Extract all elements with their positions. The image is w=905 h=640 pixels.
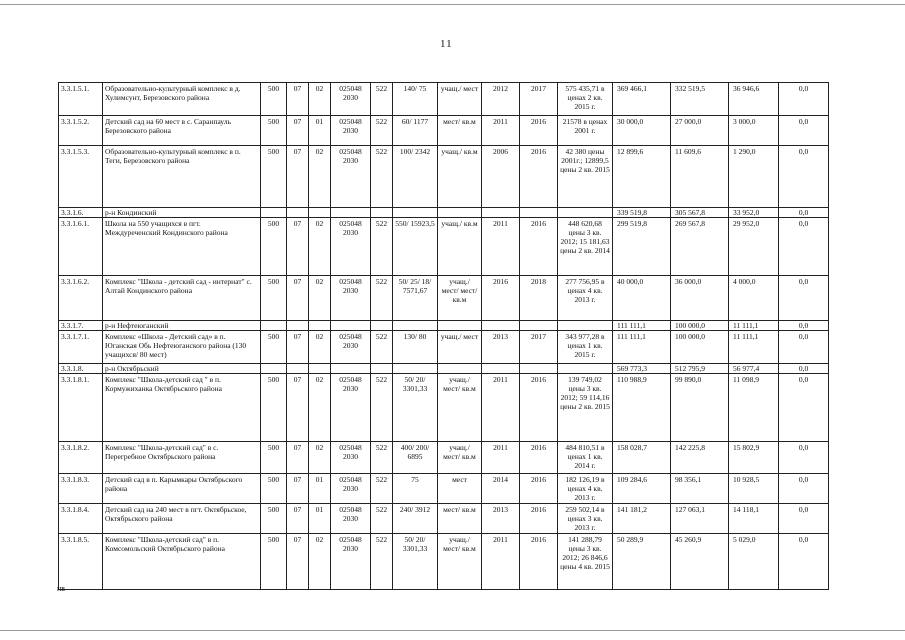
code-2-cell: 07: [287, 534, 309, 590]
row-id-cell: 3.3.1.8.3.: [59, 474, 103, 504]
table-row: [59, 218, 829, 276]
code-3-cell: 02: [309, 534, 331, 590]
row-id-cell: 3.3.1.8.2.: [59, 442, 103, 474]
footer-mark: нв: [57, 584, 66, 593]
row-id-cell: 3.3.1.8.1.: [59, 374, 103, 442]
scan-edge-top: [0, 4, 905, 5]
unit-cell: учащ./ мест/ мест/ кв.м: [438, 276, 482, 321]
amount-other-cell: 0,0: [779, 276, 829, 321]
capacity-cell: 50/ 25/ 18/ 7571,67: [393, 276, 438, 321]
estimate-cost-cell: 448 620,68 цены 3 кв. 2012; 15 181,63 цены 2 кв. 2014: [558, 218, 613, 276]
year-start-cell: 2011: [482, 534, 520, 590]
object-name-cell: Комплекс "Школа-детский сад" в п. Комсомольский Октябрьского района: [103, 534, 261, 590]
code-3-cell: 02: [309, 331, 331, 364]
code-3-cell: 02: [309, 442, 331, 474]
code-1-cell: 500: [261, 474, 287, 504]
amount-local-cell: 3 000,0: [729, 116, 779, 146]
amount-region-cell: 512 795,9: [671, 364, 729, 374]
code-1-cell: 500: [261, 116, 287, 146]
amount-other-cell: 0,0: [779, 331, 829, 364]
code-2-cell: [287, 364, 309, 374]
amount-other-cell: 0,0: [779, 83, 829, 116]
amount-total-cell: 569 773,3: [613, 364, 671, 374]
code-3-cell: 02: [309, 218, 331, 276]
amount-local-cell: 10 928,5: [729, 474, 779, 504]
row-id-cell: 3.3.1.8.: [59, 364, 103, 374]
row-id-cell: 3.3.1.7.: [59, 321, 103, 331]
unit-cell: учащ./ мест: [438, 331, 482, 364]
object-name-cell: р-н Октябрьский: [103, 364, 261, 374]
year-start-cell: 2006: [482, 146, 520, 208]
row-id-cell: 3.3.1.5.2.: [59, 116, 103, 146]
amount-region-cell: 11 609,6: [671, 146, 729, 208]
code-type-cell: 522: [371, 474, 393, 504]
year-start-cell: [482, 321, 520, 331]
code-1-cell: 500: [261, 442, 287, 474]
estimate-cost-cell: 277 756,95 в ценах 4 кв. 2013 г.: [558, 276, 613, 321]
code-1-cell: 500: [261, 276, 287, 321]
code-target-cell: [331, 364, 371, 374]
code-type-cell: 522: [371, 534, 393, 590]
code-2-cell: [287, 321, 309, 331]
table-row: [59, 83, 829, 116]
code-type-cell: 522: [371, 146, 393, 208]
amount-other-cell: 0,0: [779, 364, 829, 374]
year-end-cell: [520, 208, 558, 218]
code-1-cell: 500: [261, 218, 287, 276]
code-1-cell: 500: [261, 374, 287, 442]
object-name-cell: Комплекс "Школа-детский сад " в п. Кормужиханка Октябрьского района: [103, 374, 261, 442]
capacity-cell: 75: [393, 474, 438, 504]
table-row: [59, 116, 829, 146]
table-row: [59, 364, 829, 374]
code-type-cell: 522: [371, 218, 393, 276]
unit-cell: учащ./ мест/ кв.м: [438, 534, 482, 590]
row-id-cell: 3.3.1.8.5.: [59, 534, 103, 590]
table-row: [59, 146, 829, 208]
year-end-cell: 2016: [520, 474, 558, 504]
code-2-cell: 07: [287, 474, 309, 504]
page-number: 11: [440, 38, 453, 50]
amount-local-cell: 56 977,4: [729, 364, 779, 374]
unit-cell: [438, 364, 482, 374]
code-target-cell: 025048 2030: [331, 83, 371, 116]
year-end-cell: 2016: [520, 534, 558, 590]
code-2-cell: 07: [287, 116, 309, 146]
code-target-cell: [331, 208, 371, 218]
row-id-cell: 3.3.1.5.3.: [59, 146, 103, 208]
code-2-cell: 07: [287, 146, 309, 208]
amount-total-cell: 111 111,1: [613, 321, 671, 331]
code-1-cell: [261, 364, 287, 374]
amount-region-cell: 305 567,8: [671, 208, 729, 218]
unit-cell: учащ./ мест/ кв.м: [438, 374, 482, 442]
code-2-cell: 07: [287, 218, 309, 276]
unit-cell: учащ./ кв.м: [438, 218, 482, 276]
capacity-cell: 50/ 20/ 3301,33: [393, 374, 438, 442]
year-end-cell: [520, 364, 558, 374]
capacity-cell: [393, 208, 438, 218]
code-2-cell: 07: [287, 276, 309, 321]
code-target-cell: 025048 2030: [331, 374, 371, 442]
row-id-cell: 3.3.1.7.1.: [59, 331, 103, 364]
estimate-cost-cell: 141 288,79 цены 3 кв. 2012; 26 846,6 цены 4 кв. 2015: [558, 534, 613, 590]
estimate-cost-cell: [558, 364, 613, 374]
budget-table: [58, 82, 829, 590]
estimate-cost-cell: 575 435,71 в ценах 2 кв. 2015 г.: [558, 83, 613, 116]
capacity-cell: 140/ 75: [393, 83, 438, 116]
amount-total-cell: 339 519,8: [613, 208, 671, 218]
estimate-cost-cell: 21578 в ценах 2001 г.: [558, 116, 613, 146]
code-target-cell: 025048 2030: [331, 474, 371, 504]
amount-other-cell: 0,0: [779, 208, 829, 218]
code-target-cell: 025048 2030: [331, 116, 371, 146]
code-type-cell: 522: [371, 116, 393, 146]
code-target-cell: 025048 2030: [331, 218, 371, 276]
amount-local-cell: 11 111,1: [729, 331, 779, 364]
year-start-cell: 2016: [482, 276, 520, 321]
amount-other-cell: 0,0: [779, 146, 829, 208]
year-start-cell: 2013: [482, 504, 520, 534]
unit-cell: [438, 321, 482, 331]
amount-total-cell: 111 111,1: [613, 331, 671, 364]
capacity-cell: [393, 364, 438, 374]
code-2-cell: 07: [287, 504, 309, 534]
amount-region-cell: 142 225,8: [671, 442, 729, 474]
unit-cell: учащ./ мест/ кв.м: [438, 442, 482, 474]
code-3-cell: 02: [309, 276, 331, 321]
code-type-cell: 522: [371, 83, 393, 116]
row-id-cell: 3.3.1.6.: [59, 208, 103, 218]
code-type-cell: 522: [371, 504, 393, 534]
code-2-cell: [287, 208, 309, 218]
object-name-cell: Образовательно-культурный комплекс в п. Теги, Березовского района: [103, 146, 261, 208]
row-id-cell: 3.3.1.8.4.: [59, 504, 103, 534]
code-1-cell: 500: [261, 146, 287, 208]
year-end-cell: 2017: [520, 83, 558, 116]
amount-other-cell: 0,0: [779, 474, 829, 504]
year-start-cell: 2013: [482, 331, 520, 364]
code-3-cell: 02: [309, 146, 331, 208]
object-name-cell: Детский сад в п. Карымкары Октябрьского района: [103, 474, 261, 504]
code-target-cell: 025048 2030: [331, 331, 371, 364]
amount-local-cell: 4 000,0: [729, 276, 779, 321]
estimate-cost-cell: 139 749,02 цены 3 кв. 2012; 59 114,16 цены 2 кв. 2015: [558, 374, 613, 442]
code-target-cell: 025048 2030: [331, 534, 371, 590]
year-end-cell: 2016: [520, 218, 558, 276]
code-3-cell: 02: [309, 83, 331, 116]
code-3-cell: [309, 208, 331, 218]
amount-total-cell: 110 988,9: [613, 374, 671, 442]
estimate-cost-cell: 343 977,28 в ценах 1 кв. 2015 г.: [558, 331, 613, 364]
year-start-cell: 2012: [482, 83, 520, 116]
year-end-cell: 2016: [520, 146, 558, 208]
code-target-cell: [331, 321, 371, 331]
code-type-cell: 522: [371, 276, 393, 321]
table-row: [59, 374, 829, 442]
year-end-cell: 2016: [520, 374, 558, 442]
object-name-cell: Комплекс «Школа - Детский сад» в п. Юганская Обь Нефтеюганского района (130 учащихся/ 80 мест): [103, 331, 261, 364]
year-end-cell: 2018: [520, 276, 558, 321]
capacity-cell: 550/ 15923,5: [393, 218, 438, 276]
amount-local-cell: 1 290,0: [729, 146, 779, 208]
capacity-cell: 100/ 2342: [393, 146, 438, 208]
code-2-cell: 07: [287, 83, 309, 116]
table-row: [59, 442, 829, 474]
object-name-cell: Детский сад на 240 мест в пгт. Октябрьское, Октябрьского района: [103, 504, 261, 534]
code-type-cell: 522: [371, 442, 393, 474]
capacity-cell: 60/ 1177: [393, 116, 438, 146]
year-start-cell: [482, 208, 520, 218]
table-row: [59, 534, 829, 590]
amount-local-cell: 5 029,0: [729, 534, 779, 590]
amount-region-cell: 127 063,1: [671, 504, 729, 534]
table-row: [59, 208, 829, 218]
amount-other-cell: 0,0: [779, 442, 829, 474]
row-id-cell: 3.3.1.6.1.: [59, 218, 103, 276]
estimate-cost-cell: 42 380 цены 2001г.; 12899,5 цены 2 кв. 2015: [558, 146, 613, 208]
unit-cell: мест/ кв.м: [438, 116, 482, 146]
estimate-cost-cell: [558, 321, 613, 331]
amount-local-cell: 11 111,1: [729, 321, 779, 331]
object-name-cell: Детский сад на 60 мест в с. Саранпауль Березовского района: [103, 116, 261, 146]
amount-region-cell: 45 260,9: [671, 534, 729, 590]
amount-region-cell: 99 890,0: [671, 374, 729, 442]
amount-local-cell: 36 946,6: [729, 83, 779, 116]
amount-total-cell: 40 000,0: [613, 276, 671, 321]
year-start-cell: 2014: [482, 474, 520, 504]
year-end-cell: 2016: [520, 442, 558, 474]
estimate-cost-cell: 259 502,14 в ценах 3 кв. 2013 г.: [558, 504, 613, 534]
amount-total-cell: 141 181,2: [613, 504, 671, 534]
code-2-cell: 07: [287, 374, 309, 442]
unit-cell: [438, 208, 482, 218]
estimate-cost-cell: 484 810,51 в ценах 1 кв. 2014 г.: [558, 442, 613, 474]
amount-region-cell: 332 519,5: [671, 83, 729, 116]
amount-other-cell: 0,0: [779, 374, 829, 442]
estimate-cost-cell: [558, 208, 613, 218]
amount-total-cell: 12 899,6: [613, 146, 671, 208]
amount-region-cell: 98 356,1: [671, 474, 729, 504]
code-type-cell: [371, 364, 393, 374]
year-start-cell: [482, 364, 520, 374]
code-3-cell: 02: [309, 374, 331, 442]
amount-region-cell: 100 000,0: [671, 321, 729, 331]
code-target-cell: 025048 2030: [331, 276, 371, 321]
unit-cell: мест/ кв.м: [438, 504, 482, 534]
scan-edge-bottom: [0, 630, 905, 631]
amount-local-cell: 29 952,0: [729, 218, 779, 276]
amount-region-cell: 100 000,0: [671, 331, 729, 364]
unit-cell: учащ./ мест: [438, 83, 482, 116]
code-type-cell: 522: [371, 331, 393, 364]
year-end-cell: 2016: [520, 504, 558, 534]
amount-local-cell: 14 118,1: [729, 504, 779, 534]
code-target-cell: 025048 2030: [331, 442, 371, 474]
amount-total-cell: 158 028,7: [613, 442, 671, 474]
code-3-cell: 01: [309, 504, 331, 534]
amount-total-cell: 30 000,0: [613, 116, 671, 146]
object-name-cell: Образовательно-культурный комплекс в д. Хулимсунт, Березовского района: [103, 83, 261, 116]
object-name-cell: Комплекс "Школа-детский сад" в с. Перегребное Октябрьского района: [103, 442, 261, 474]
object-name-cell: Школа на 550 учащихся в пгт. Междуреченский Кондинского района: [103, 218, 261, 276]
estimate-cost-cell: 182 126,19 в ценах 4 кв. 2013 г.: [558, 474, 613, 504]
code-3-cell: 01: [309, 116, 331, 146]
amount-total-cell: 369 466,1: [613, 83, 671, 116]
table-row: [59, 321, 829, 331]
amount-local-cell: 11 098,9: [729, 374, 779, 442]
year-end-cell: 2016: [520, 116, 558, 146]
capacity-cell: 50/ 20/ 3301,33: [393, 534, 438, 590]
amount-other-cell: 0,0: [779, 218, 829, 276]
code-target-cell: 025048 2030: [331, 504, 371, 534]
code-1-cell: 500: [261, 83, 287, 116]
table-row: [59, 504, 829, 534]
code-type-cell: [371, 208, 393, 218]
amount-other-cell: 0,0: [779, 504, 829, 534]
amount-region-cell: 27 000,0: [671, 116, 729, 146]
code-target-cell: 025048 2030: [331, 146, 371, 208]
amount-total-cell: 50 289,9: [613, 534, 671, 590]
amount-total-cell: 299 519,8: [613, 218, 671, 276]
amount-region-cell: 36 000,0: [671, 276, 729, 321]
capacity-cell: 400/ 200/ 6895: [393, 442, 438, 474]
code-3-cell: [309, 364, 331, 374]
code-1-cell: [261, 208, 287, 218]
year-start-cell: 2011: [482, 218, 520, 276]
code-type-cell: 522: [371, 374, 393, 442]
capacity-cell: 130/ 80: [393, 331, 438, 364]
code-1-cell: 500: [261, 331, 287, 364]
code-2-cell: 07: [287, 442, 309, 474]
code-3-cell: [309, 321, 331, 331]
amount-local-cell: 33 952,0: [729, 208, 779, 218]
amount-local-cell: 15 802,9: [729, 442, 779, 474]
row-id-cell: 3.3.1.6.2.: [59, 276, 103, 321]
amount-other-cell: 0,0: [779, 116, 829, 146]
year-start-cell: 2011: [482, 374, 520, 442]
unit-cell: мест: [438, 474, 482, 504]
amount-other-cell: 0,0: [779, 534, 829, 590]
code-1-cell: 500: [261, 534, 287, 590]
row-id-cell: 3.3.1.5.1.: [59, 83, 103, 116]
code-type-cell: [371, 321, 393, 331]
unit-cell: учащ./ кв.м: [438, 146, 482, 208]
code-3-cell: 01: [309, 474, 331, 504]
capacity-cell: [393, 321, 438, 331]
year-end-cell: 2017: [520, 331, 558, 364]
code-1-cell: 500: [261, 504, 287, 534]
amount-region-cell: 269 567,8: [671, 218, 729, 276]
amount-total-cell: 109 284,6: [613, 474, 671, 504]
year-start-cell: 2011: [482, 116, 520, 146]
year-end-cell: [520, 321, 558, 331]
table-row: [59, 474, 829, 504]
capacity-cell: 240/ 3912: [393, 504, 438, 534]
amount-other-cell: 0,0: [779, 321, 829, 331]
object-name-cell: Комплекс "Школа - детский сад - интернат" с. Алтай Кондинского района: [103, 276, 261, 321]
year-start-cell: 2011: [482, 442, 520, 474]
object-name-cell: р-н Кондинский: [103, 208, 261, 218]
code-1-cell: [261, 321, 287, 331]
table-row: [59, 276, 829, 321]
code-2-cell: 07: [287, 331, 309, 364]
table-row: [59, 331, 829, 364]
object-name-cell: р-н Нефтеюганский: [103, 321, 261, 331]
